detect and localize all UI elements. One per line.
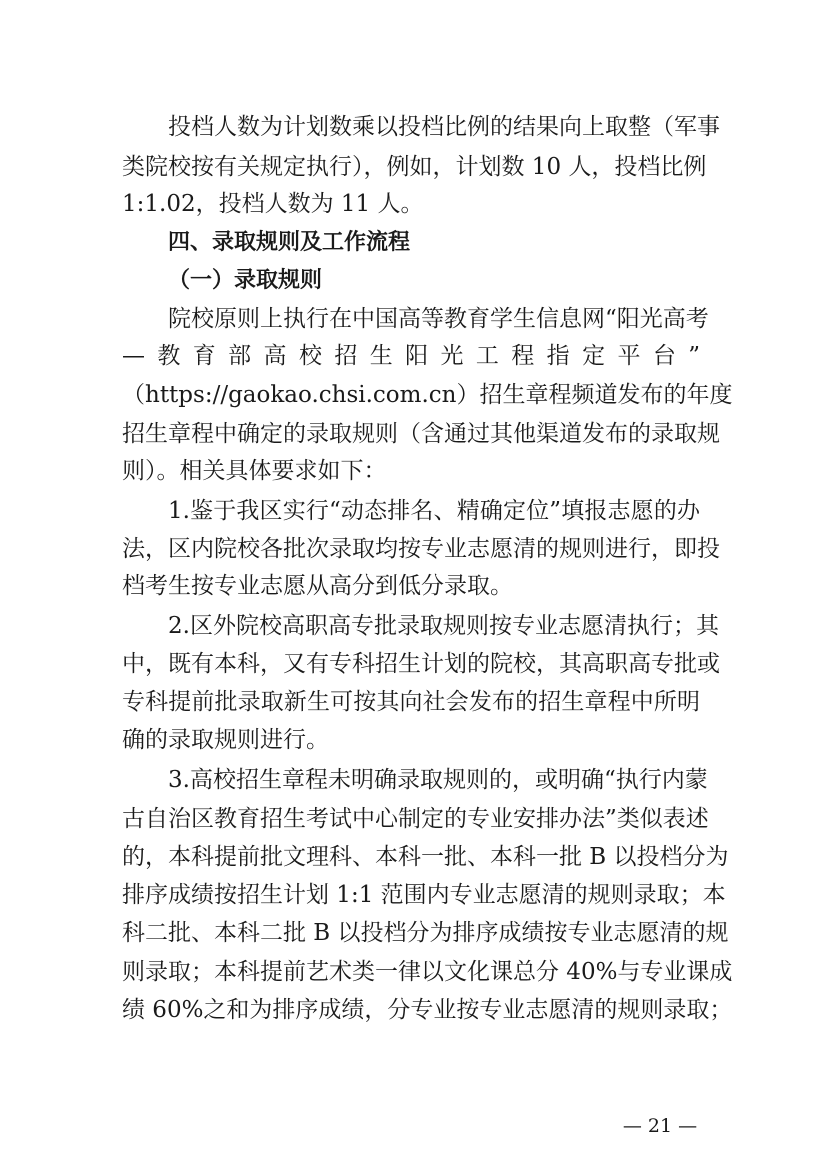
paragraph-line: 排序成绩按招生计划 1:1 范围内专业志愿清的规则录取；本 [122,882,726,908]
paragraph-line: 1.鉴于我区实行“动态排名、精确定位”填报志愿的办 [168,498,700,524]
paragraph-line: 院校原则上执行在中国高等教育学生信息网“阳光高考 [168,306,709,332]
paragraph-line: 中，既有本科，又有专科招生计划的院校，其高职高专批或 [122,651,720,677]
paragraph-line: 确的录取规则进行。 [122,727,329,753]
paragraph-line: 的，本科提前批文理科、本科一批、本科一批 B 以投档分为 [122,844,729,870]
paragraph-line: 招生章程中确定的录取规则（含通过其他渠道发布的录取规 [122,421,720,447]
paragraph-line: 法，区内院校各批次录取均按专业志愿清的规则进行，即投 [122,536,720,562]
subsection-heading: （一）录取规则 [168,268,323,293]
paragraph-line: 档考生按专业志愿从高分到低分录取。 [122,573,513,599]
paragraph-line: 则录取；本科提前艺术类一律以文化课总分 40%与专业课成 [122,959,733,985]
paragraph-line: 3.高校招生章程未明确录取规则的，或明确“执行内蒙 [168,767,708,793]
paragraph-line: —教育部高校招生阳光工程指定平台” [122,343,700,369]
paragraph-line: （https://gaokao.chsi.com.cn）招生章程频道发布的年度 [122,382,733,408]
paragraph-line: 投档人数为计划数乘以投档比例的结果向上取整（军事 [168,114,720,140]
page-number: — 21 — [622,1115,698,1137]
paragraph-line: 绩 60%之和为排序成绩，分专业按专业志愿清的规则录取； [122,997,733,1023]
section-heading: 四、录取规则及工作流程 [168,230,411,255]
paragraph-line: 专科提前批录取新生可按其向社会发布的招生章程中所明 [122,689,700,715]
paragraph-line: 2.区外院校高职高专批录取规则按专业志愿清执行；其 [168,613,719,639]
paragraph-line: 古自治区教育招生考试中心制定的专业安排办法”类似表述 [122,806,709,832]
paragraph-line: 类院校按有关规定执行），例如，计划数 10 人，投档比例 [122,154,707,180]
paragraph-line: 科二批、本科二批 B 以投档分为排序成绩按专业志愿清的规 [122,920,729,946]
paragraph-line: 则）。相关具体要求如下： [122,458,387,484]
paragraph-line: 1:1.02，投档人数为 11 人。 [122,191,424,217]
